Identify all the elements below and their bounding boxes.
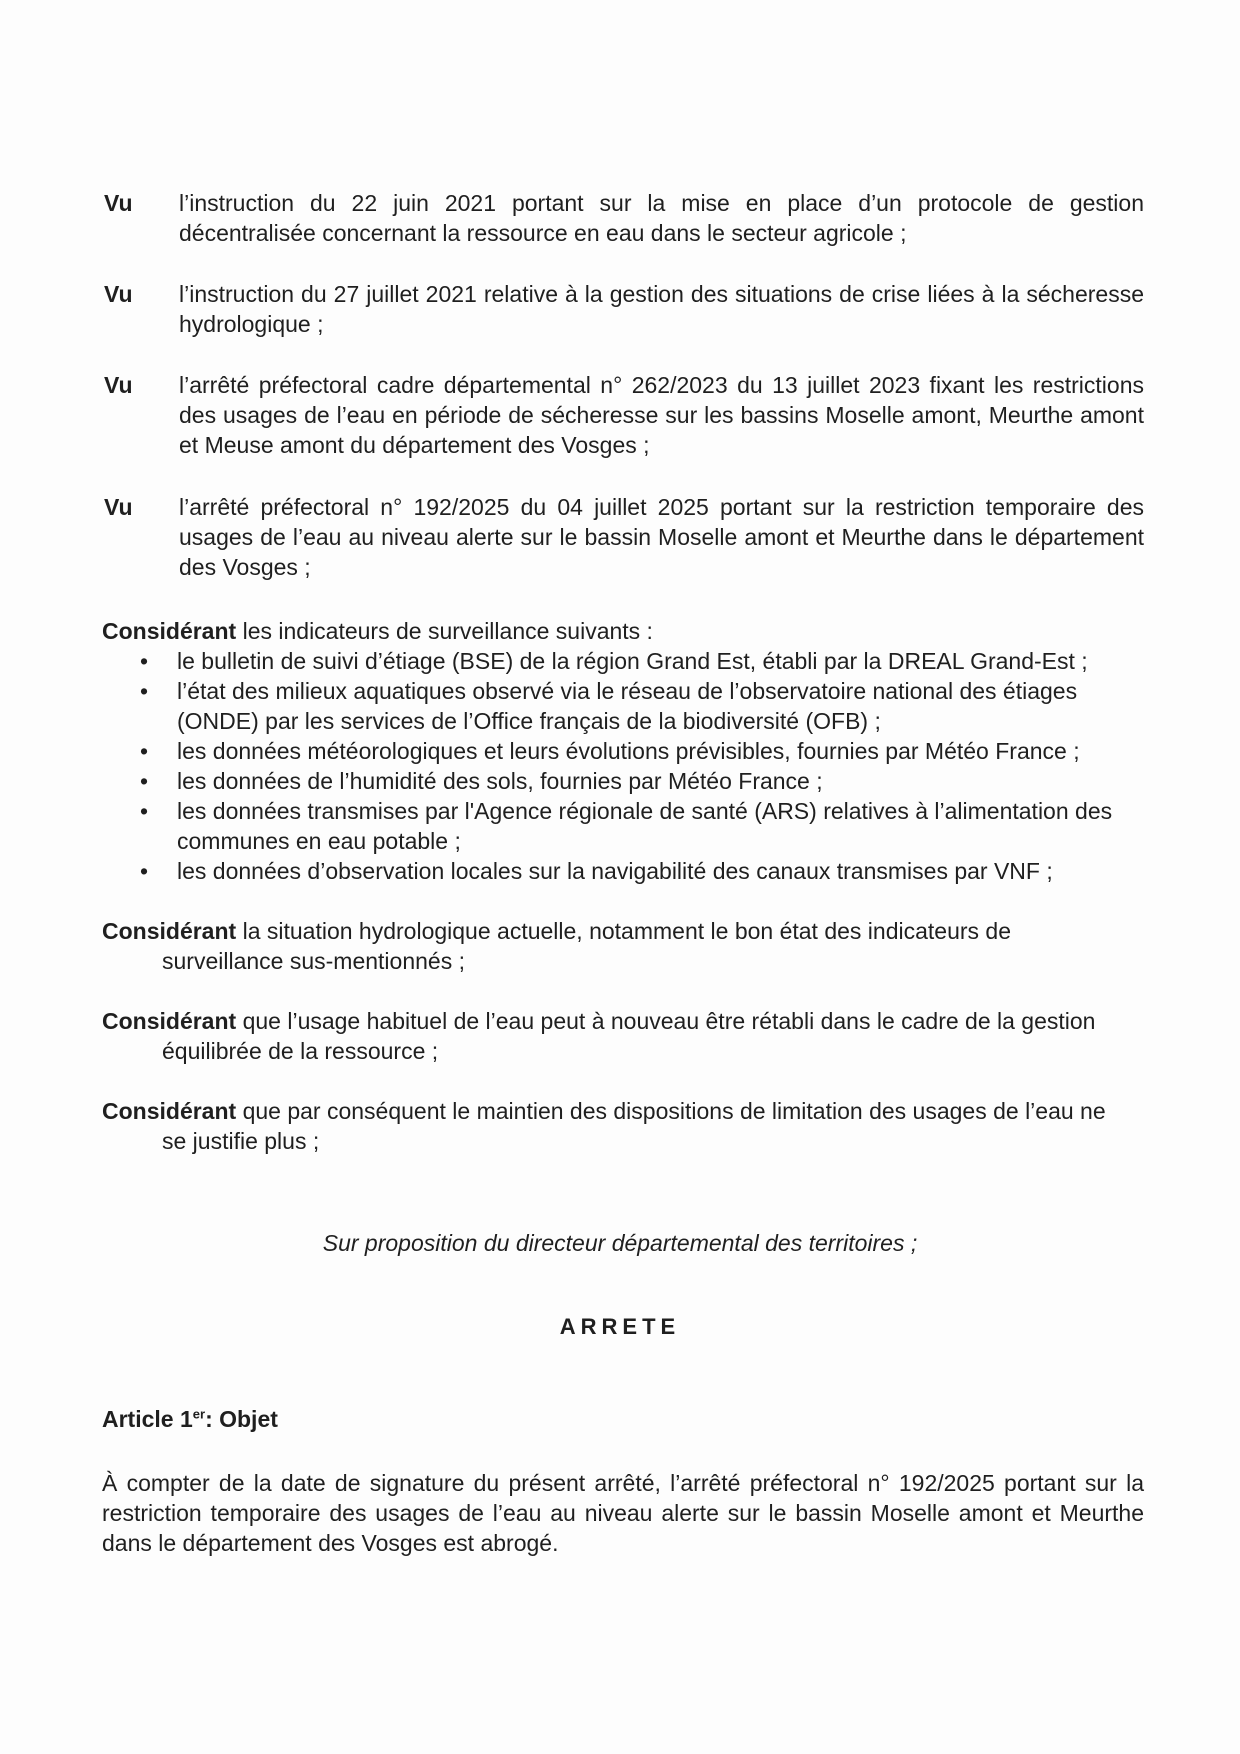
vu-item-3 bbox=[104, 370, 1144, 460]
vu-label: Vu bbox=[104, 281, 133, 307]
bullet-icon: • bbox=[140, 768, 149, 794]
arrete-heading: ARRETE bbox=[559, 1314, 681, 1339]
considerant-usage: Considérant que l’usage habituel de l’eau peut à nouveau être rétabli dans le cadre de la gestion équilibrée de la ressource ; bbox=[102, 1008, 1096, 1064]
vu-text: l’arrêté préfectoral cadre départemental n° 262/2023 du 13 juillet 2023 fixant les restrictions des usages de l’eau en période de sécheresse sur les bassins Moselle amont, Meurthe amont et Meuse amont du département des Vosges ; bbox=[179, 372, 1144, 458]
bullet-icon: • bbox=[140, 678, 149, 704]
considerant-label: Considérant bbox=[102, 1008, 237, 1034]
bullet-icon: • bbox=[140, 648, 149, 674]
list-item: • les données météorologiques et leurs évolutions prévisibles, fournies par Météo France ; bbox=[140, 738, 1080, 764]
considerant-hydrology: Considérant la situation hydrologique actuelle, notamment le bon état des indicateurs de surveillance sus-mentionnés ; bbox=[102, 918, 1012, 974]
vu-label: Vu bbox=[104, 190, 133, 216]
list-item: • les données de l’humidité des sols, fournies par Météo France ; bbox=[140, 768, 823, 794]
list-item: • l’état des milieux aquatiques observé via le réseau de l’observatoire national des étiages (ONDE) par les services de l’Office français de la biodiversité (OFB) ; bbox=[140, 678, 1078, 734]
article-1-body: À compter de la date de signature du présent arrêté, l’arrêté préfectoral n° 192/2025 portant sur la restriction temporaire des usages de l’eau au niveau alerte sur le bassin Moselle amont et Meurthe dans le département des Vosges est abrogé. bbox=[102, 1470, 1144, 1556]
considerant-label: Considérant bbox=[102, 1098, 237, 1124]
list-item: • le bulletin de suivi d’étiage (BSE) de la région Grand Est, établi par la DREAL Grand-Est ; bbox=[140, 648, 1088, 674]
vu-item-2 bbox=[104, 279, 1144, 339]
considerant-indicators bbox=[102, 616, 1144, 646]
proposal-line: Sur proposition du directeur départemental des territoires ; bbox=[322, 1230, 918, 1256]
article-1-title: Article 1er: Objet bbox=[102, 1406, 278, 1432]
list-item: • les données transmises par l'Agence régionale de santé (ARS) relatives à l’alimentation des communes en eau potable ; bbox=[140, 798, 1113, 854]
considerant-text: les indicateurs de surveillance suivants : bbox=[242, 618, 653, 644]
considerant-justification: Considérant que par conséquent le maintien des dispositions de limitation des usages de l’eau ne se justifie plus ; bbox=[102, 1098, 1106, 1154]
vu-label: Vu bbox=[104, 494, 133, 520]
considerant-label: Considérant bbox=[102, 918, 237, 944]
vu-label: Vu bbox=[104, 372, 133, 398]
bullet-icon: • bbox=[140, 798, 149, 824]
vu-text: l’arrêté préfectoral n° 192/2025 du 04 juillet 2025 portant sur la restriction temporaire des usages de l’eau au niveau alerte sur le bassin Moselle amont et Meurthe dans le département des Vosges ; bbox=[179, 494, 1144, 580]
considerant-label: Considérant bbox=[102, 618, 237, 644]
vu-text: l’instruction du 22 juin 2021 portant sur la mise en place d’un protocole de gestion décentralisée concernant la ressource en eau dans le secteur agricole ; bbox=[179, 190, 1144, 246]
vu-item-1 bbox=[104, 188, 1144, 248]
bullet-icon: • bbox=[140, 858, 149, 884]
bullet-icon: • bbox=[140, 738, 149, 764]
indicators-list bbox=[104, 646, 1144, 886]
vu-text: l’instruction du 27 juillet 2021 relative à la gestion des situations de crise liées à la sécheresse hydrologique ; bbox=[179, 281, 1144, 337]
vu-item-4 bbox=[104, 492, 1144, 582]
list-item: • les données d’observation locales sur la navigabilité des canaux transmises par VNF ; bbox=[140, 858, 1053, 884]
